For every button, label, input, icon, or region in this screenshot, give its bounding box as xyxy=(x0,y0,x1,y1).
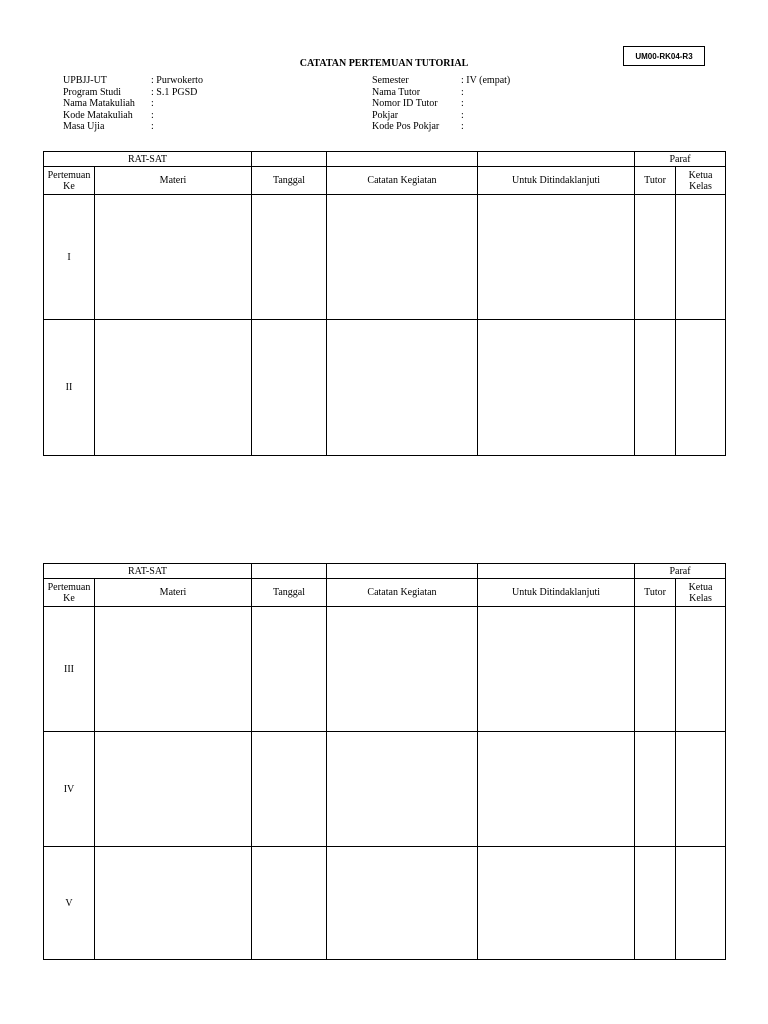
tutor-cell[interactable] xyxy=(635,320,676,456)
ketua-header xyxy=(676,579,726,607)
pertemuan-cell: I xyxy=(44,195,95,320)
ketua-header-line2: Kelas xyxy=(689,592,712,604)
header-blank-cell xyxy=(478,564,635,579)
pertemuan-header-line1: Pertemuan xyxy=(47,169,91,181)
catatan-cell[interactable] xyxy=(327,607,478,732)
info-row-masa-ujia xyxy=(63,121,203,133)
header-blank-cell xyxy=(478,152,635,167)
info-label: Kode Pos Pokjar xyxy=(372,121,440,132)
info-left xyxy=(63,75,203,133)
page-title: CATATAN PERTEMUAN TUTORIAL xyxy=(299,58,469,69)
tutor-cell[interactable] xyxy=(635,847,676,960)
materi-cell[interactable] xyxy=(95,847,252,960)
pertemuan-cell: III xyxy=(44,607,95,732)
tindak-cell[interactable] xyxy=(478,847,635,960)
catatan-cell[interactable] xyxy=(327,320,478,456)
info-row-kode-matakuliah xyxy=(63,110,203,122)
tindak-header: Untuk Ditindaklanjuti xyxy=(478,579,635,607)
materi-header: Materi xyxy=(95,167,252,195)
header-blank-cell xyxy=(327,564,478,579)
header-blank-cell xyxy=(252,152,327,167)
info-label: Semester xyxy=(372,75,409,86)
rat-sat-header: RAT-SAT xyxy=(44,564,252,579)
info-row-pokjar xyxy=(372,110,510,122)
tindak-cell[interactable] xyxy=(478,607,635,732)
ketua-header-line2: Kelas xyxy=(689,180,712,192)
info-row-upbjj xyxy=(63,75,203,87)
table-row xyxy=(44,847,726,960)
info-row-kode-pos-pokjar xyxy=(372,121,510,133)
tanggal-cell[interactable] xyxy=(252,607,327,732)
pertemuan-header xyxy=(44,579,95,607)
paraf-header: Paraf xyxy=(635,564,726,579)
info-label: Masa Ujia xyxy=(63,121,105,132)
tutor-header: Tutor xyxy=(635,579,676,607)
materi-cell[interactable] xyxy=(95,320,252,456)
form-code: UM00-RK04-R3 xyxy=(635,51,693,61)
tindak-cell[interactable] xyxy=(478,320,635,456)
header-top-row xyxy=(44,152,726,167)
tindak-header: Untuk Ditindaklanjuti xyxy=(478,167,635,195)
catatan-header: Catatan Kegiatan xyxy=(327,579,478,607)
info-label: UPBJJ-UT xyxy=(63,75,107,86)
info-row-program-studi xyxy=(63,87,203,99)
info-row-nama-tutor xyxy=(372,87,510,99)
info-row-semester xyxy=(372,75,510,87)
ketua-header-line1: Ketua xyxy=(688,169,713,181)
info-label: Nama Tutor xyxy=(372,86,421,98)
table-row xyxy=(44,607,726,732)
info-value: : xyxy=(461,98,464,109)
tanggal-header: Tanggal xyxy=(252,167,327,195)
ketua-cell[interactable] xyxy=(676,847,726,960)
tutor-cell[interactable] xyxy=(635,195,676,320)
info-label: Nomor ID Tutor xyxy=(372,98,438,109)
pertemuan-cell: V xyxy=(44,847,95,960)
info-label: Kode Matakuliah xyxy=(63,109,133,121)
tanggal-cell[interactable] xyxy=(252,320,327,456)
ketua-header xyxy=(676,167,726,195)
materi-header: Materi xyxy=(95,579,252,607)
info-value: : xyxy=(151,98,154,109)
ketua-cell[interactable] xyxy=(676,607,726,732)
table-row xyxy=(44,320,726,456)
catatan-cell[interactable] xyxy=(327,847,478,960)
tutor-header: Tutor xyxy=(635,167,676,195)
info-right xyxy=(372,75,510,133)
ketua-cell[interactable] xyxy=(676,320,726,456)
tanggal-header: Tanggal xyxy=(252,579,327,607)
info-value: : xyxy=(461,109,464,121)
tanggal-cell[interactable] xyxy=(252,195,327,320)
info-label: Pokjar xyxy=(372,109,399,121)
tutorial-table-1 xyxy=(43,151,726,456)
info-value: : xyxy=(151,109,154,121)
info-value: : Purwokerto xyxy=(151,75,203,86)
materi-cell[interactable] xyxy=(95,195,252,320)
header-blank-cell xyxy=(327,152,478,167)
catatan-cell[interactable] xyxy=(327,195,478,320)
header-row xyxy=(44,167,726,195)
table-row xyxy=(44,195,726,320)
pertemuan-header-line2: Ke xyxy=(63,592,75,604)
catatan-header: Catatan Kegiatan xyxy=(327,167,478,195)
catatan-cell[interactable] xyxy=(327,732,478,847)
rat-sat-header: RAT-SAT xyxy=(44,152,252,167)
info-label: Nama Matakuliah xyxy=(63,98,135,109)
table-row xyxy=(44,732,726,847)
info-value: : IV (empat) xyxy=(461,75,511,86)
ketua-cell[interactable] xyxy=(676,195,726,320)
info-row-nama-matakuliah xyxy=(63,98,203,110)
tutor-cell[interactable] xyxy=(635,607,676,732)
tanggal-cell[interactable] xyxy=(252,732,327,847)
pertemuan-header xyxy=(44,167,95,195)
tindak-cell[interactable] xyxy=(478,732,635,847)
tutor-cell[interactable] xyxy=(635,732,676,847)
info-label: Program Studi xyxy=(63,86,122,98)
info-value: : xyxy=(461,86,464,98)
info-value: : xyxy=(151,121,154,132)
ketua-cell[interactable] xyxy=(676,732,726,847)
header-blank-cell xyxy=(252,564,327,579)
info-value: : xyxy=(461,121,464,132)
tutorial-table-2 xyxy=(43,563,726,960)
info-value: : S.1 PGSD xyxy=(151,86,198,98)
pertemuan-header-line1: Pertemuan xyxy=(47,581,91,593)
materi-cell[interactable] xyxy=(95,732,252,847)
header-row xyxy=(44,579,726,607)
ketua-header-line1: Ketua xyxy=(688,581,713,593)
materi-cell[interactable] xyxy=(95,607,252,732)
info-row-nomor-id-tutor xyxy=(372,98,510,110)
header-top-row xyxy=(44,564,726,579)
tanggal-cell[interactable] xyxy=(252,847,327,960)
pertemuan-cell: II xyxy=(44,320,95,456)
tindak-cell[interactable] xyxy=(478,195,635,320)
pertemuan-header-line2: Ke xyxy=(63,180,75,192)
paraf-header: Paraf xyxy=(635,152,726,167)
pertemuan-cell: IV xyxy=(44,732,95,847)
